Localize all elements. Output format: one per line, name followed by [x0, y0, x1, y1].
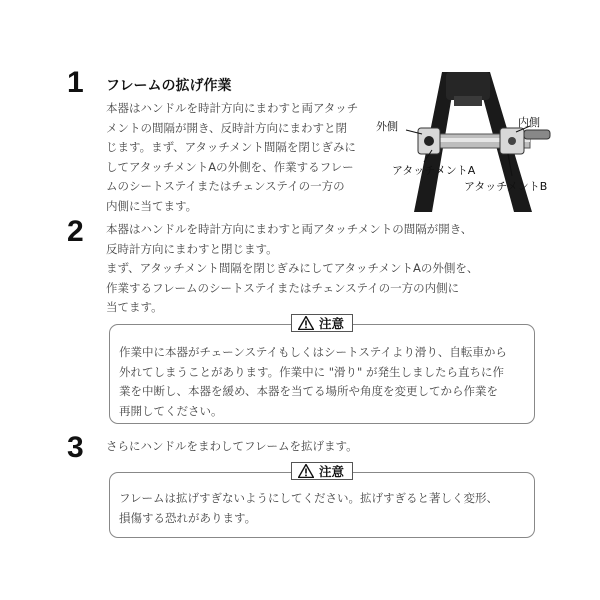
step-1-text: [106, 99, 358, 216]
step-3-line: さらにハンドルをまわしてフレームを拡げます。: [106, 439, 358, 453]
label-outer-side: 外側: [376, 120, 398, 133]
step-2-text: [106, 220, 478, 318]
caution-title-text: 注意: [318, 464, 345, 479]
caution-line: フレームは拡げすぎないようにしてください。拡げすぎると著しく変形、: [119, 491, 499, 505]
caution-line: 再開してください。: [119, 403, 223, 418]
step-3-caution-box: [109, 464, 535, 538]
step-1-line: メントの間隔が開き、反時計方向にまわすと閉: [106, 120, 348, 135]
step-1-line: してアタッチメントAの外側を、作業するフレー: [106, 159, 354, 174]
step-1-line: ムのシートステイまたはチェンステイの一方の: [106, 179, 345, 193]
step-1-line: 本器はハンドルを時計方向にまわすと両アタッチ: [106, 101, 359, 115]
warning-triangle-icon: [298, 316, 314, 330]
step-2-number: 2: [67, 215, 84, 248]
caution-title: [291, 462, 353, 480]
caution-body: [119, 489, 498, 528]
frame-spreader-diagram: [376, 72, 554, 212]
label-attachment-b: アタッチメントB: [464, 180, 548, 193]
step-1-line: 内側に当てます。: [106, 198, 198, 213]
step-3-number: 3: [67, 431, 84, 464]
caution-body: [119, 343, 507, 421]
step-2-line: まず、アタッチメント間隔を閉じぎみにしてアタッチメントAの外側を、: [106, 261, 479, 275]
step-2-line: 反時計方向にまわすと閉じます。: [106, 241, 278, 256]
step-2-line: 作業するフレームのシートステイまたはチェンステイの一方の内側に: [106, 280, 460, 295]
step-3-text: [106, 437, 358, 457]
step-1-line: じます。まず、アタッチメント間隔を閉じぎみに: [106, 140, 356, 154]
caution-line: 作業中に本器がチェーンステイもしくはシートステイより滑り、自転車から: [119, 345, 507, 359]
step-1-heading: フレームの拡げ作業: [106, 78, 232, 94]
step-2-line: 本器はハンドルを時計方向にまわすと両アタッチメントの間隔が開き、: [106, 222, 473, 236]
caution-line: 損傷する恐れがあります。: [119, 510, 257, 525]
caution-title-text: 注意: [318, 316, 345, 331]
step-2-line: 当てます。: [106, 300, 163, 314]
step-2-caution-box: [109, 316, 535, 424]
warning-triangle-icon: [298, 464, 314, 478]
caution-line: 外れてしまうことがあります。作業中に "滑り" が発生しましたら直ちに作: [119, 364, 504, 379]
caution-title: [291, 314, 353, 332]
label-attachment-a: アタッチメントA: [392, 164, 476, 177]
caution-line: 業を中断し、本器を緩め、本器を当てる場所や角度を変更してから作業を: [119, 384, 499, 398]
label-inner-side: 内側: [518, 116, 540, 129]
step-1-number: 1: [67, 66, 84, 99]
